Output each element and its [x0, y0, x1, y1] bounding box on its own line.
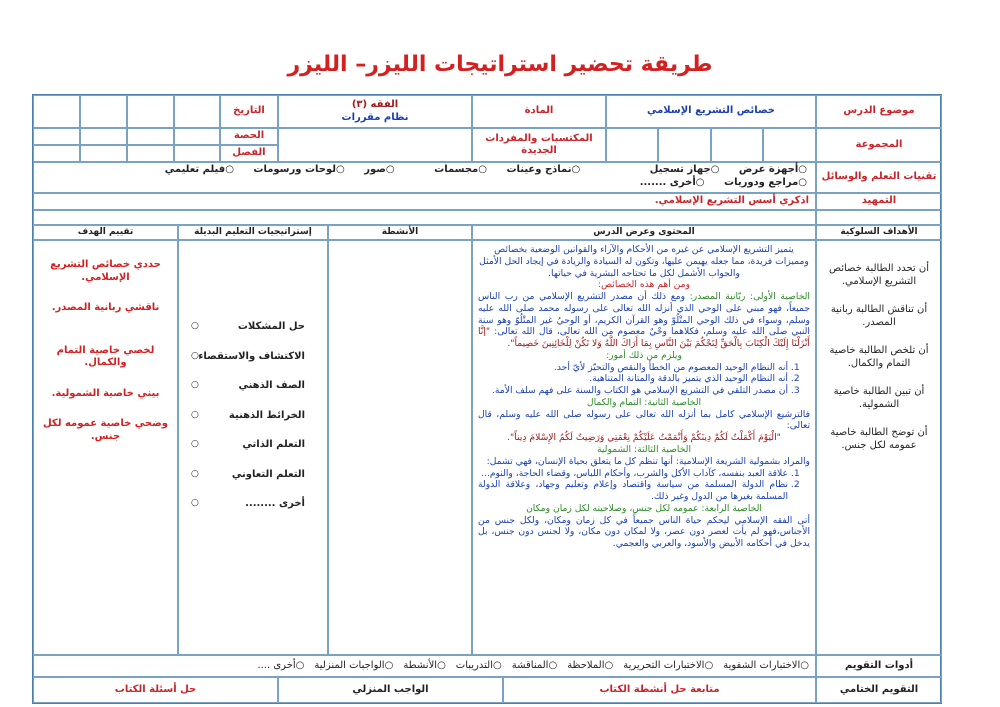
content-heading: ومن أهم هذه الخصائص: — [597, 279, 691, 291]
characteristic-title: الخاصية الرابعة: عمومه لكل جنس، وصلاحيته لكل زمان ومكان — [526, 502, 762, 514]
blank-cell — [816, 210, 942, 225]
goal-item: أن توضح الطالبة خاصية عمومه لكل جنس. — [830, 427, 928, 451]
final-label: التقويم الختامي — [816, 677, 942, 703]
tool-option[interactable]: ○أجهزة عرض — [738, 164, 807, 175]
list-item: 2. أنه النظام الوحيد الذي يتميز بالدقة والمتانة المتناهية. — [478, 373, 788, 385]
tool-option[interactable]: ○مراجع ودوريات — [724, 176, 807, 188]
tool-option[interactable]: ○صور — [364, 164, 395, 175]
class-cell[interactable] — [174, 145, 220, 162]
tools-label: تقنيات التعلم والوسائل — [816, 162, 942, 193]
evaluation-item: حددي خصائص التشريع الإسلامي. — [50, 259, 161, 283]
characteristic-title: الخاصية الثالثة: الشمولية — [596, 444, 692, 456]
assessment-option[interactable]: ○أخرى .... — [257, 659, 305, 671]
period-cell[interactable] — [174, 128, 220, 145]
topic-label: موضوع الدرس — [816, 95, 942, 128]
tool-option[interactable]: ○مجسمات — [434, 164, 487, 175]
intro-label: التمهيد — [816, 193, 942, 210]
period-cell[interactable] — [80, 128, 127, 145]
evaluation-item: بيني خاصية الشمولية. — [51, 387, 160, 399]
homework-value: حل أسئلة الكتاب — [33, 677, 278, 703]
subject-system: نظام مقررات — [341, 111, 409, 123]
tool-option[interactable]: ○نماذج وعينات — [506, 164, 581, 175]
characteristic-text: أتى الفقه الإسلامي ليحكم حياة الناس جميعاً في كل زمان ومكان، ولكل جنس من الأجناس،فهو لم يأت لعصر دون عصر، ولا لمكان دون مكان، ولا لجنس دون جنس، بل يدخل في أحكامه الأبيض والأسود، والعربي والعجمي. — [478, 514, 810, 550]
characteristic-text: والمراد بشمولية الشريعة الإسلامية: أنها تنظم كل ما يتعلق بحياة الإنسان، فهي تشمل: — [486, 455, 810, 467]
new-vocab-value[interactable] — [278, 128, 472, 162]
strategies-header: إستراتيجيات التعليم البديلة — [178, 225, 328, 240]
evaluation-item: وضحي خاصية عمومه لكل جنس. — [43, 418, 168, 442]
tool-option[interactable]: ○أخرى ....... — [639, 176, 705, 188]
page-title: طريقة تحضير استراتيجات الليزر– الليزر — [287, 52, 713, 77]
strategy-option[interactable]: الصف الذهني ○ — [179, 380, 327, 393]
subject-label: المادة — [472, 95, 606, 128]
group-label: المجموعة — [816, 128, 942, 162]
goals-header: الأهداف السلوكية — [816, 225, 942, 240]
tools-options — [33, 162, 816, 193]
activities-cell — [328, 240, 472, 655]
lesson-content — [472, 240, 816, 655]
goal-item: أن تحدد الطالبة خصائص التشريع الإسلامي. — [828, 263, 930, 287]
class-label: الفصل — [220, 145, 278, 162]
group-cell[interactable] — [606, 128, 658, 162]
goal-item: أن تبين الطالبة خاصية الشمولية. — [833, 386, 925, 410]
group-cell[interactable] — [658, 128, 711, 162]
homework-label: الواجب المنزلي — [278, 677, 503, 703]
evaluation-header: تقييم الهدف — [33, 225, 178, 240]
evaluation-list — [33, 240, 178, 655]
list-item: 1. علاقة العبد بنفسه، كآداب الأكل والشرب، وأحكام اللباس، وقضاء الحاجة، والنوم... — [478, 468, 788, 480]
blank-cell — [33, 210, 816, 225]
activities-header: الأنشطة — [328, 225, 472, 240]
quran-verse: "إنَّا أَنْزَلْنَا إِلَيْكَ الْكِتَابَ بِالْحَقِّ لِتَحْكُمَ بَيْنَ النَّاسِ بِمَا أَرَاكَ اللَّهُ وَلا تَكُنْ لِلْخَائِنِينَ خَصِيماً". — [478, 326, 810, 350]
assessment-option[interactable]: ○الواجبات المنزلية — [314, 659, 394, 671]
strategies-list — [178, 240, 328, 655]
date-label: التاريخ — [220, 95, 278, 128]
content-heading: ويلزم من ذلك أمور: — [606, 349, 682, 361]
assessment-option[interactable]: ○المناقشة — [511, 659, 558, 671]
characteristic-title: الخاصية الثانية: التمام والكمال — [586, 396, 702, 408]
evaluation-item: ناقشي ربانية المصدر. — [51, 302, 160, 313]
new-vocab-label: المكتسبات والمفردات الجديدة — [472, 128, 606, 162]
characteristic-text: ومع ذلك أن مصدر التشريع الإسلامي من رب الناس جميعاً، فهو مبني على الوحي الذي أنزله الله تعالى على رسوله محمد صلى الله عليه وسلم، وسواء في ذلك الوحي المتْلُوّ وهو القرآن الكريم، أو الوحيُ غير المتْلُوّ وهو سنة النبي صلى الله عليه وسلم، فكلاهما وحْيٌ معصوم من الله تعالى، قال الله تعالى: — [478, 291, 810, 338]
strategy-option[interactable]: أخرى ........ ○ — [179, 498, 327, 511]
subject-course: الفقه (٣) — [351, 99, 399, 110]
assessment-options — [33, 655, 816, 677]
goals-list — [816, 240, 942, 655]
assessment-label: أدوات التقويم — [816, 655, 942, 677]
assessment-option[interactable]: ○الأنشطة — [403, 659, 446, 671]
date-cell[interactable] — [174, 95, 220, 128]
list-item: 1. أنه النظام الوحيد المعصوم من الخطأ والنقص والتحيّز لأيّ أحد. — [478, 362, 788, 374]
intro-value: اذكري أسس التشريع الإسلامي. — [33, 193, 816, 210]
group-cell[interactable] — [763, 128, 816, 162]
period-cell[interactable] — [127, 128, 174, 145]
class-cell[interactable] — [127, 145, 174, 162]
content-intro: يتميز التشريع الإسلامي عن غيره من الأحكام والآراء والقوانين الوضعية بخصائص ومميزات فريدة، مما جعله يهيمن عليها، وتكون له السيادة والريادة في إيجاد الحل الأمثل والجواب الأشمل لكل ما تحتاجه البشرية في حياتها. — [479, 244, 809, 279]
period-label: الحصة — [220, 128, 278, 145]
assessment-option[interactable]: ○التدريبات — [455, 659, 502, 671]
subject-value — [278, 95, 472, 128]
class-cell[interactable] — [80, 145, 127, 162]
characteristic-title: الخاصية الأولى: ربّانية المصدر: — [689, 291, 810, 303]
assessment-option[interactable]: ○الاختبارات الشفوية — [723, 659, 809, 671]
final-activities: متابعة حل أنشطة الكتاب — [503, 677, 816, 703]
strategy-option[interactable]: الخرائط الذهنية ○ — [179, 410, 327, 423]
assessment-option[interactable]: ○الاختبارات التحريرية — [623, 659, 714, 671]
quran-verse: "الْيَوْمَ أَكْمَلْتُ لَكُمْ دِينَكُمْ وَأَتْمَمْتُ عَلَيْكُمْ نِعْمَتِي وَرَضِيتُ لَكُمُ الإِسْلامَ دِيناً". — [507, 432, 781, 444]
list-item: 2. نظام الدولة المسلمة من سياسة واقتصاد وإعلام وتعليم وجهاد، وعلاقة الدولة المسلمة بغيرها من الدول وغير ذلك. — [478, 479, 788, 503]
characteristic-text: فالترشيع الإسلامي كامل بما أنزله الله تعالى على رسوله صلى الله عليه وسلم، قال تعالى: — [478, 408, 810, 432]
evaluation-item: لخصي خاصية التمام والكمال. — [56, 344, 155, 368]
class-cell[interactable] — [33, 145, 80, 162]
date-cell[interactable] — [33, 95, 80, 128]
strategy-option[interactable]: التعلم الذاتي ○ — [179, 439, 327, 452]
date-cell[interactable] — [80, 95, 127, 128]
goal-item: أن تلخص الطالبة خاصية التمام والكمال. — [829, 345, 929, 369]
content-header: المحتوى وعرض الدرس — [472, 225, 816, 240]
group-cell[interactable] — [711, 128, 763, 162]
list-item: 3. أن مصدر التلقي في التشريع الإسلامي هو الكتاب والسنة على فهم سلف الأمة. — [478, 385, 788, 397]
strategy-option[interactable]: الاكتشاف والاستقصاء ○ — [179, 351, 327, 364]
topic-value: خصائص التشريع الإسلامي — [606, 95, 816, 128]
date-cell[interactable] — [127, 95, 174, 128]
strategy-option[interactable]: حل المشكلات ○ — [179, 321, 327, 334]
period-cell[interactable] — [33, 128, 80, 145]
tool-option[interactable]: ○لوحات ورسومات — [253, 164, 345, 175]
tool-option[interactable]: ○فيلم تعليمي — [164, 164, 234, 175]
goal-item: أن تناقش الطالبة ربانية المصدر. — [830, 304, 928, 328]
strategy-option[interactable]: التعلم التعاوني ○ — [179, 469, 327, 482]
assessment-option[interactable]: ○الملاحظة — [567, 659, 614, 671]
tool-option[interactable]: ○جهاز تسجيل — [649, 164, 720, 175]
